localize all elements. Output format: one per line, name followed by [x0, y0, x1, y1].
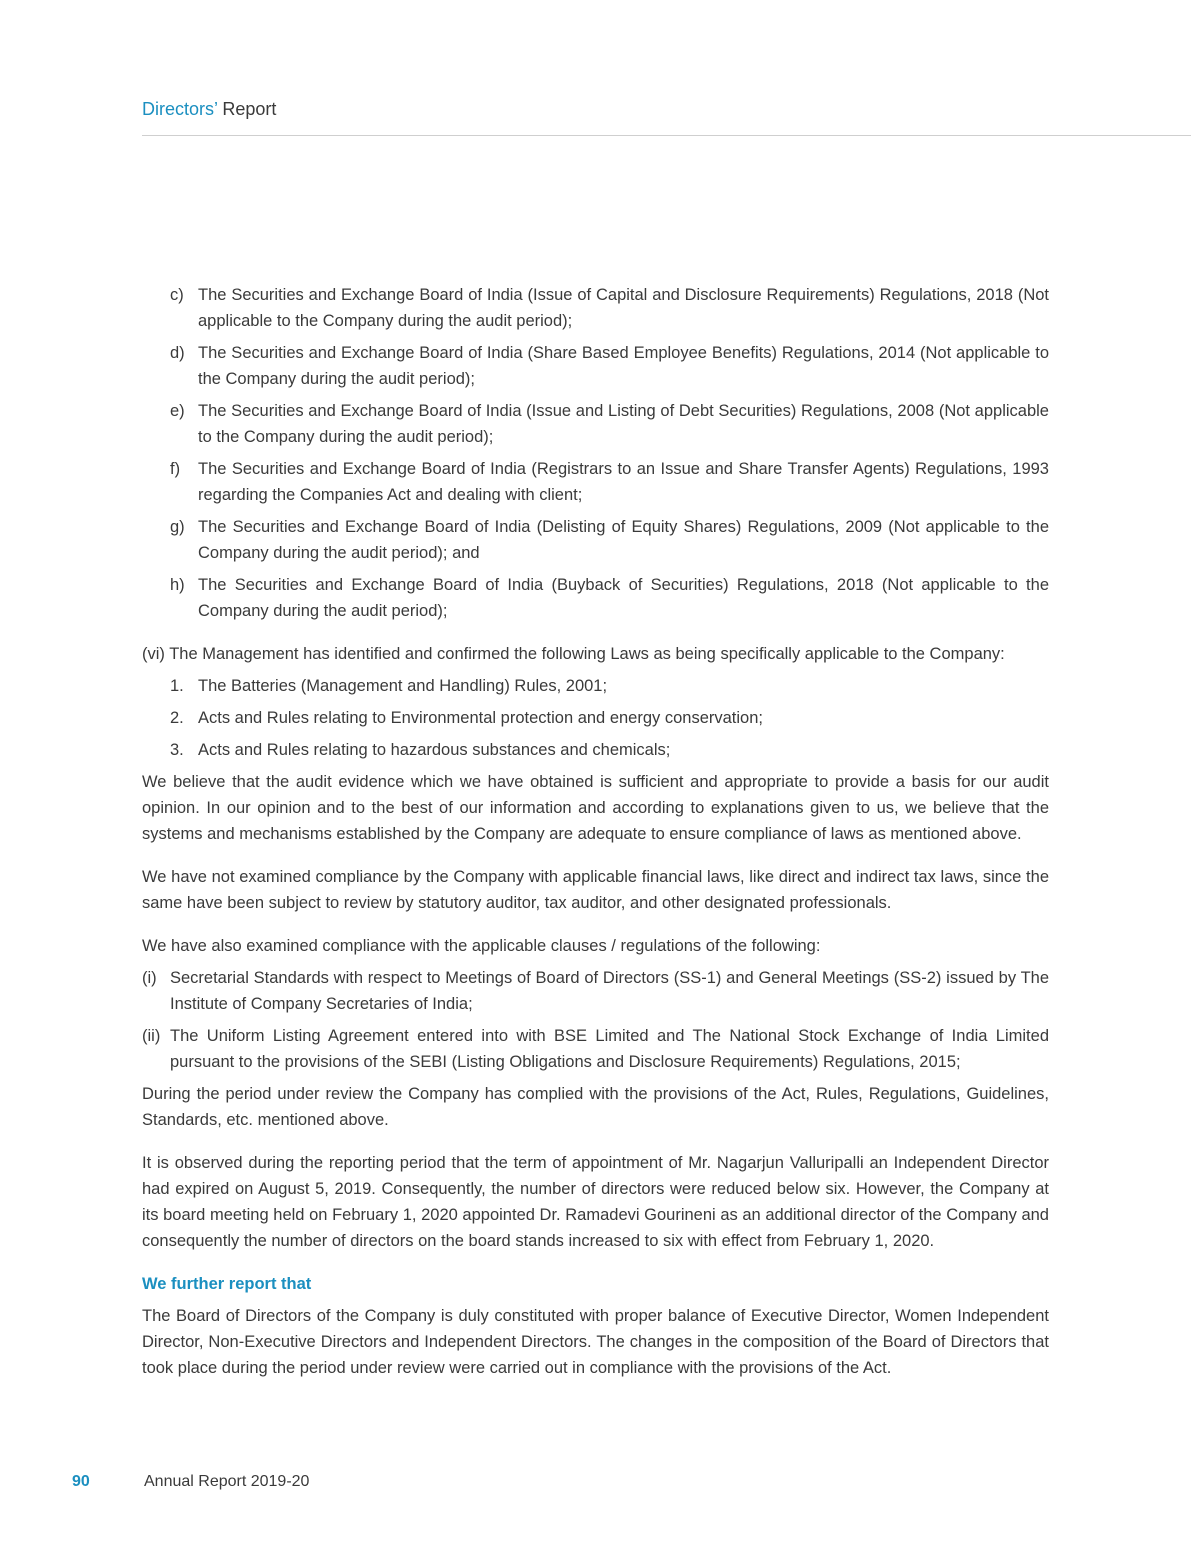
- list-item: [142, 282, 1049, 334]
- laws-intro: (vi) The Management has identified and confirmed the following Laws as being specifically applicable to the Company:: [142, 645, 1005, 663]
- header-title-accent: Directors’: [142, 99, 218, 119]
- list-item: [142, 514, 1049, 566]
- header-divider: [142, 135, 1191, 136]
- list-item: [142, 705, 1049, 731]
- section-subheading: We further report that: [142, 1275, 312, 1293]
- list-marker: f): [170, 460, 181, 478]
- page-footer: [0, 1470, 1191, 1494]
- page-header: [142, 97, 276, 121]
- paragraph-complied: During the period under review the Company has complied with the provisions of the Act, Rules, Regulations, Guidelines, Standards, etc. mentioned above.: [142, 1085, 1049, 1129]
- list-item: [142, 398, 1049, 450]
- list-marker: 2.: [170, 709, 184, 727]
- list-item-text: The Securities and Exchange Board of India (Issue of Capital and Disclosure Requirements) Regulations, 2018 (Not applicable to the Company during the audit period);: [198, 286, 1049, 330]
- list-item-text: Acts and Rules relating to hazardous substances and chemicals;: [198, 741, 671, 759]
- list-marker: (i): [142, 969, 157, 987]
- list-item-text: Secretarial Standards with respect to Meetings of Board of Directors (SS-1) and General Meetings (SS-2) issued by The Institute of Company Secretaries of India;: [170, 969, 1049, 1013]
- list-marker: d): [170, 344, 185, 362]
- list-item: [142, 340, 1049, 392]
- footer-title: Annual Report 2019-20: [144, 1473, 310, 1490]
- list-marker: g): [170, 518, 185, 536]
- paragraph-financial-laws: We have not examined compliance by the Company with applicable financial laws, like direct and indirect tax laws, since the same have been subject to review by statutory auditor, tax auditor, and other designated professionals.: [142, 868, 1049, 912]
- list-item: [142, 572, 1049, 624]
- list-item: [142, 1023, 1049, 1075]
- paragraph-board: The Board of Directors of the Company is duly constituted with proper balance of Executive Director, Women Independent Director, Non-Executive Directors and Independent Directors. The changes in the composition of the Board of Directors that took place during the period under review were carried out in compliance with the provisions of the Act.: [142, 1307, 1049, 1377]
- regulations-sublist: [142, 282, 1049, 624]
- page-number: 90: [72, 1473, 90, 1490]
- list-item-text: The Securities and Exchange Board of India (Share Based Employee Benefits) Regulations, 2014 (Not applicable to the Company during the audit period);: [198, 344, 1049, 388]
- list-item-text: The Batteries (Management and Handling) Rules, 2001;: [198, 677, 608, 695]
- list-marker: e): [170, 402, 185, 420]
- list-item-text: The Securities and Exchange Board of India (Registrars to an Issue and Share Transfer Agents) Regulations, 1993 regarding the Companies Act and dealing with client;: [198, 460, 1049, 504]
- paragraph-also-examined: We have also examined compliance with the applicable clauses / regulations of the following:: [142, 937, 821, 955]
- list-marker: c): [170, 286, 184, 304]
- list-item: [142, 456, 1049, 508]
- list-item: [142, 737, 1049, 763]
- list-item-text: Acts and Rules relating to Environmental protection and energy conservation;: [198, 709, 763, 727]
- list-item-text: The Securities and Exchange Board of India (Issue and Listing of Debt Securities) Regulations, 2008 (Not applicable to the Company during the audit period);: [198, 402, 1049, 446]
- list-marker: h): [170, 576, 185, 594]
- laws-list: [142, 673, 1049, 763]
- list-item-text: The Securities and Exchange Board of India (Delisting of Equity Shares) Regulations, 2009 (Not applicable to the Company during the audit period); and: [198, 518, 1049, 562]
- list-marker: 3.: [170, 741, 184, 759]
- paragraph-observed: It is observed during the reporting period that the term of appointment of Mr. Nagarjun Valluripalli an Independent Director had expired on August 5, 2019. Consequently, the number of directors were reduced below six. However, the Company at its board meeting held on February 1, 2020 appointed Dr. Ramadevi Gourineni as an additional director of the Company and consequently the number of directors on the board stands increased to six with effect from February 1, 2020.: [142, 1154, 1049, 1250]
- list-item-text: The Securities and Exchange Board of India (Buyback of Securities) Regulations, 2018 (Not applicable to the Company during the audit period);: [198, 576, 1049, 620]
- list-item: [142, 673, 1049, 699]
- list-marker: 1.: [170, 677, 184, 695]
- document-body: [142, 282, 1049, 1398]
- header-title-rest: Report: [217, 99, 277, 119]
- list-item: [142, 965, 1049, 1017]
- clauses-list: [142, 965, 1049, 1075]
- list-marker: (ii): [142, 1027, 161, 1045]
- paragraph-audit-evidence: We believe that the audit evidence which we have obtained is sufficient and appropriate to provide a basis for our audit opinion. In our opinion and to the best of our information and according to explanations given to us, we believe that the systems and mechanisms established by the Company are adequate to ensure compliance of laws as mentioned above.: [142, 773, 1049, 843]
- list-item-text: The Uniform Listing Agreement entered into with BSE Limited and The National Stock Exchange of India Limited pursuant to the provisions of the SEBI (Listing Obligations and Disclosure Requirements) Regulations, 2015;: [170, 1027, 1049, 1071]
